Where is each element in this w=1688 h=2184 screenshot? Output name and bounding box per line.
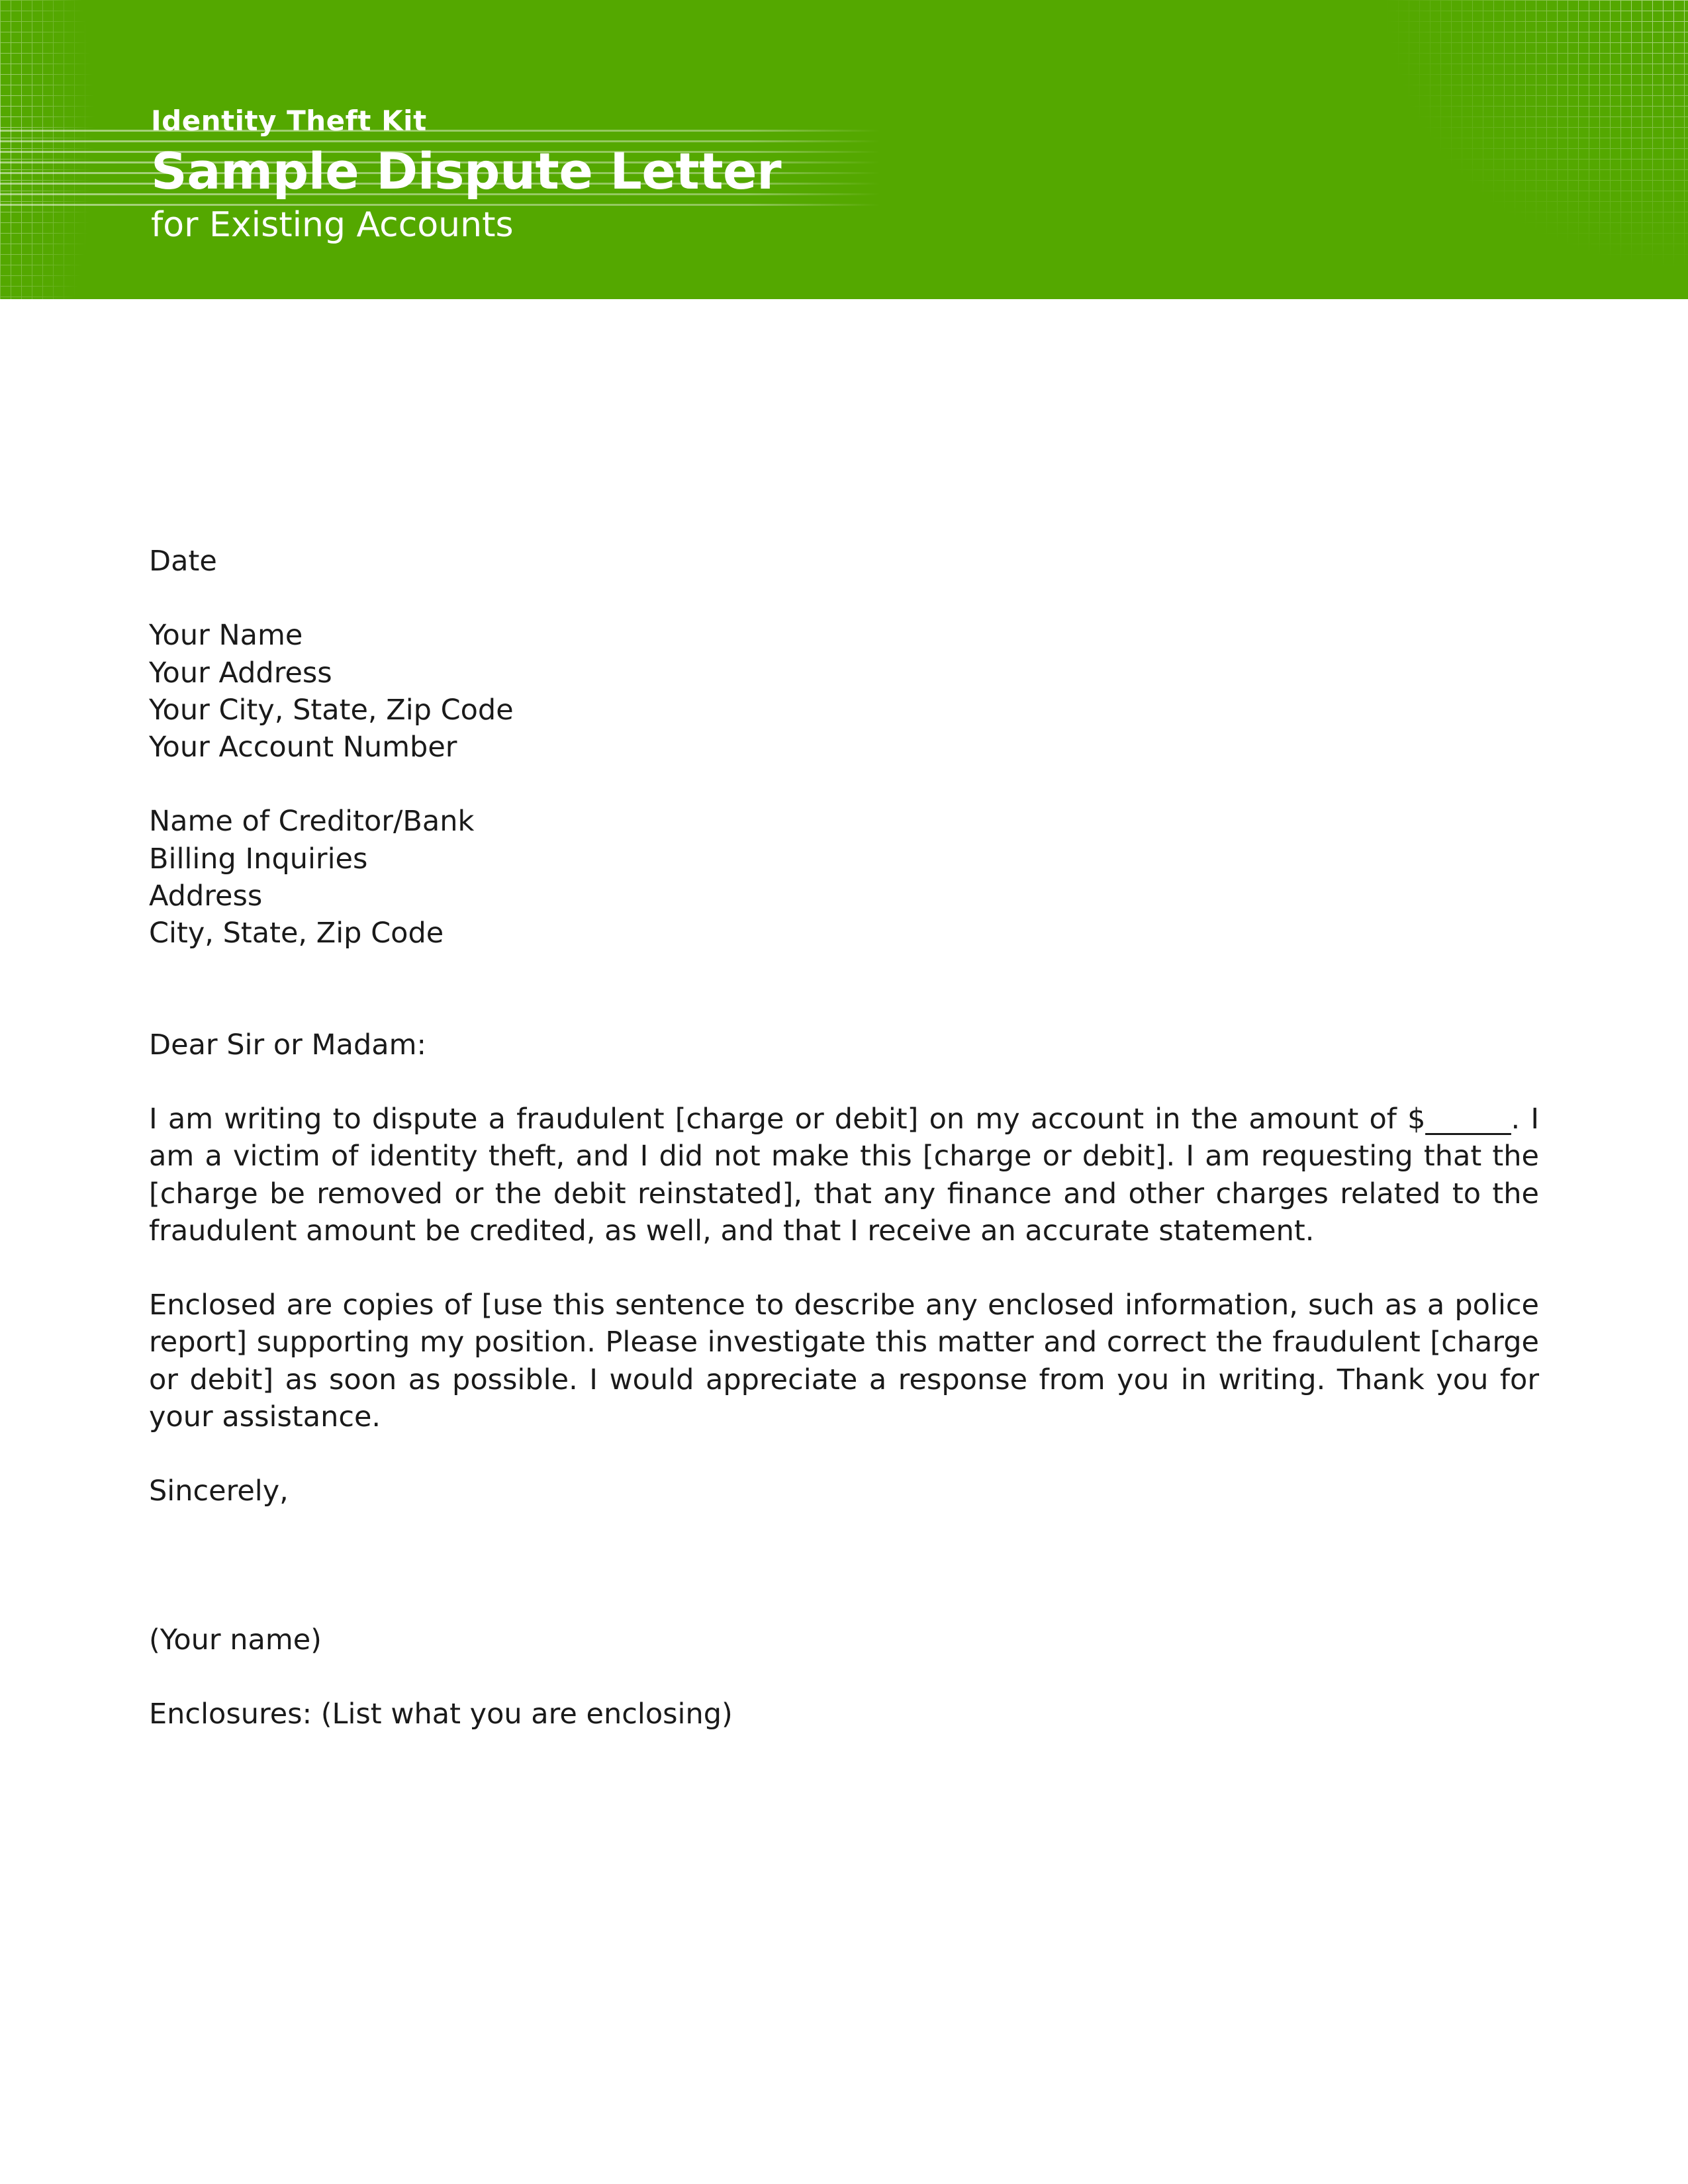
signature-line: (Your name) bbox=[149, 1623, 322, 1657]
header-banner bbox=[0, 0, 1688, 299]
body-paragraph-2: Enclosed are copies of [use this sentence to describe any enclosed information, such as a police report] supporting my position. Please investigate this matter and correct the fraudulent [charge or debit] as soon as possible. I would appreciate a response from you in writing. Thank you for your assistance. bbox=[149, 1289, 1539, 1434]
sender-address: Your Address bbox=[149, 656, 332, 690]
body-paragraph-1: I am writing to dispute a fraudulent [charge or debit] on my account in the amount of $______. I am a victim of identity theft, and I did not make this [charge or debit]. I am requesting that the [charge be removed or the debit reinstated], that any finance and other charges related to the fraudulent amount be credited, as well, and that I receive an accurate statement. bbox=[149, 1102, 1539, 1248]
letter-date: Date bbox=[149, 545, 217, 578]
salutation: Dear Sir or Madam: bbox=[149, 1028, 426, 1062]
recipient-address: Address bbox=[149, 880, 263, 913]
recipient-city-state-zip: City, State, Zip Code bbox=[149, 917, 444, 950]
sender-account-number: Your Account Number bbox=[149, 731, 457, 764]
sender-address-block bbox=[149, 617, 1552, 766]
recipient-address-block bbox=[149, 803, 1552, 952]
closing: Sincerely, bbox=[149, 1475, 289, 1508]
enclosures-line: Enclosures: (List what you are enclosing) bbox=[149, 1697, 733, 1731]
kit-label: Identity Theft Kit bbox=[151, 105, 427, 137]
page-title: Sample Dispute Letter bbox=[151, 142, 782, 201]
page-subtitle: for Existing Accounts bbox=[151, 205, 514, 245]
letter-body bbox=[149, 543, 1552, 1733]
sender-name: Your Name bbox=[149, 619, 303, 653]
recipient-name: Name of Creditor/Bank bbox=[149, 805, 475, 839]
recipient-department: Billing Inquiries bbox=[149, 842, 368, 876]
sender-city-state-zip: Your City, State, Zip Code bbox=[149, 693, 514, 727]
